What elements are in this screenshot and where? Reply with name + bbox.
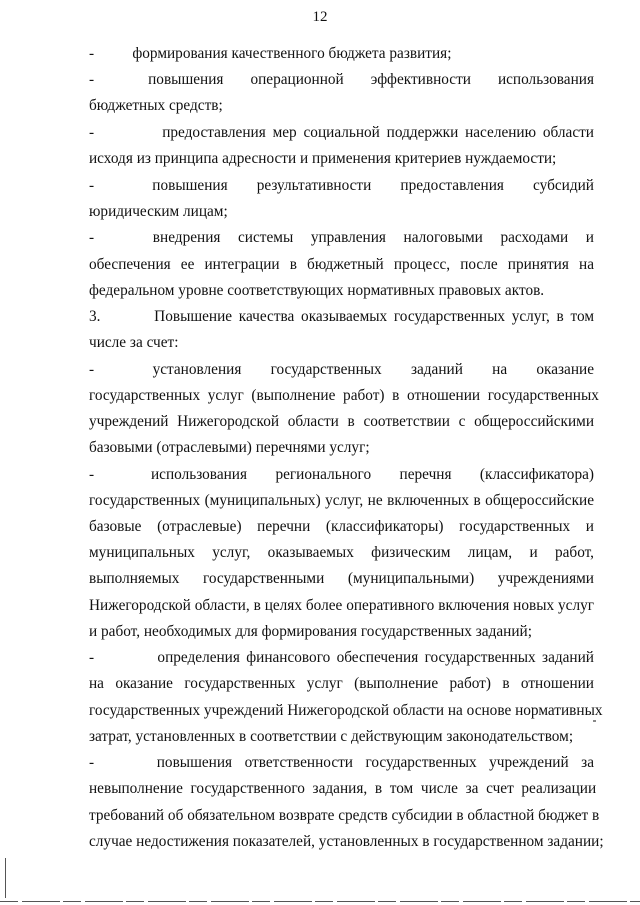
text-line: Нижегородской области, в целях более оперативного включения новых услуг bbox=[89, 597, 594, 614]
text-line: затрат, установленных в соответствии с действующим законодательством; bbox=[89, 728, 574, 745]
text-line: - предоставления мер социальной поддержки населению области bbox=[89, 124, 594, 141]
scan-artifact-left bbox=[5, 858, 6, 898]
text-line: государственных (муниципальных) услуг, не включенных в общероссийские bbox=[89, 492, 594, 509]
text-line: базовыми (отраслевыми) перечнями услуг; bbox=[89, 439, 370, 456]
text-line: федеральном уровне соответствующих нормативных правовых актов. bbox=[89, 282, 545, 299]
scan-artifact-dot bbox=[593, 720, 596, 722]
text-line: базовые (отраслевые) перечни (классификаторы) государственных и bbox=[89, 518, 594, 535]
text-line: - внедрения системы управления налоговыми расходами и bbox=[89, 229, 594, 246]
text-line: - повышения результативности предоставления субсидий bbox=[89, 177, 594, 194]
text-line: на оказание государственных услуг (выполнение работ) в отношении bbox=[89, 675, 594, 692]
text-line: - установления государственных заданий на оказание bbox=[89, 361, 594, 378]
text-line: 3. Повышение качества оказываемых государственных услуг, в том bbox=[89, 308, 594, 325]
text-line: государственных учреждений Нижегородской области на основе нормативных bbox=[89, 702, 603, 719]
text-line: учреждений Нижегородской области в соответствии с общероссийскими bbox=[89, 413, 594, 430]
text-line: государственных услуг (выполнение работ) в отношении государственных bbox=[89, 387, 599, 404]
text-line: бюджетных средств; bbox=[89, 97, 223, 114]
text-line: - повышения ответственности государственных учреждений за bbox=[89, 754, 594, 771]
text-line: случае недостижения показателей, установленных в государственном задании; bbox=[89, 833, 604, 850]
text-line: - использования регионального перечня (классификатора) bbox=[89, 466, 594, 483]
page-number: 12 bbox=[312, 9, 328, 25]
text-line: требований об обязательном возврате средств субсидии в областной бюджет в bbox=[89, 807, 600, 824]
scan-artifact-bottom bbox=[0, 901, 640, 902]
text-line: - формирования качественного бюджета развития; bbox=[89, 45, 452, 62]
text-line: муниципальных услуг, оказываемых физическим лицам, и работ, bbox=[89, 544, 594, 561]
text-line: - определения финансового обеспечения государственных заданий bbox=[89, 649, 594, 666]
text-line: исходя из принципа адресности и применения критериев нуждаемости; bbox=[89, 150, 557, 167]
text-line: и работ, необходимых для формирования государственных заданий; bbox=[89, 623, 532, 640]
text-line: невыполнение государственного задания, в том числе за счет реализации bbox=[89, 780, 597, 797]
text-line: выполняемых государственными (муниципальными) учреждениями bbox=[89, 570, 594, 587]
text-line: обеспечения ее интеграции в бюджетный процесс, после принятия на bbox=[89, 256, 594, 273]
text-line: числе за счет: bbox=[89, 334, 179, 351]
text-line: - повышения операционной эффективности использования bbox=[89, 71, 594, 88]
text-line: юридическим лицам; bbox=[89, 203, 228, 220]
